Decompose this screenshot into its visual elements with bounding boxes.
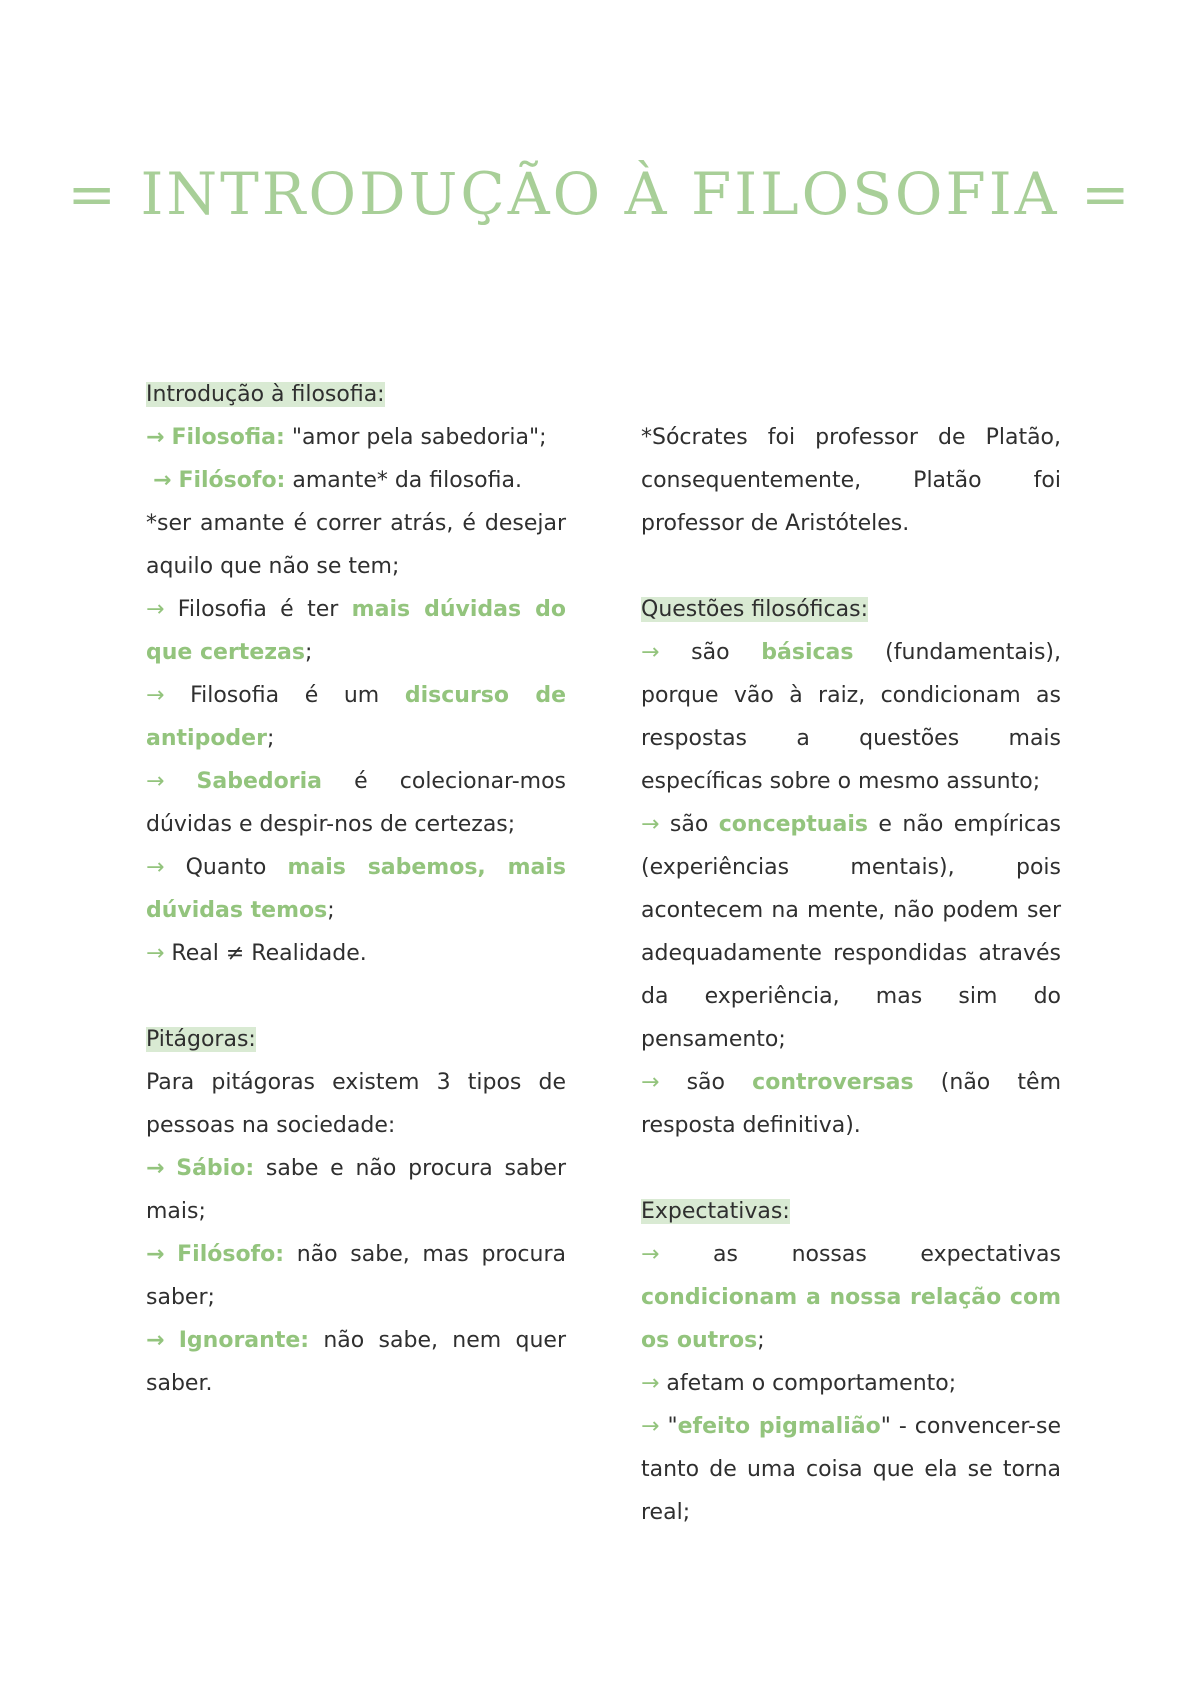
def-filosofia: "amor pela sabedoria"; <box>284 425 547 450</box>
list-item-filosofo2 <box>146 1233 566 1319</box>
highlight-controversas: controversas <box>752 1070 914 1095</box>
highlight-nossas: condicionam a nossa relação com os outros <box>641 1285 1061 1353</box>
term-filosofo2: Filósofo: <box>177 1242 285 1267</box>
highlight-sabedoria: Sabedoria <box>196 769 323 794</box>
arrow-icon: → <box>146 1242 165 1267</box>
page-title: = INTRODUÇÃO À FILOSOFIA = <box>67 160 1133 228</box>
text-fragment: as nossas expectativas <box>659 1242 1061 1267</box>
arrow-icon: → <box>641 1414 660 1439</box>
arrow-icon: → <box>146 941 165 966</box>
list-item-nossas <box>641 1233 1061 1362</box>
text-fragment: " <box>659 1414 678 1439</box>
arrow-icon: → <box>641 1070 660 1095</box>
text-fragment: não sabe, nem quer saber. <box>146 1328 566 1396</box>
arrow-icon: → <box>641 640 660 665</box>
list-item-basicas <box>641 631 1061 803</box>
text-fragment: afetam o comportamento; <box>659 1371 957 1396</box>
highlight-quanto: mais sabemos, mais dúvidas temos <box>146 855 566 923</box>
paragraph-pitagoras-intro: Para pitágoras existem 3 tipos de pessoas na sociedade: <box>146 1070 566 1138</box>
text-fragment: é colecionar-mos dúvidas e despir-nos de certezas; <box>146 769 566 837</box>
text-fragment: (fundamentais), porque vão à raiz, condicionam as respostas a questões mais específicas sobre o mesmo assunto; <box>641 640 1061 794</box>
arrow-icon: → <box>641 1371 660 1396</box>
highlight-discurso: discurso de antipoder <box>146 683 566 751</box>
text-fragment: ; <box>757 1328 765 1353</box>
arrow-icon: → <box>146 1328 165 1353</box>
arrow-icon: → <box>146 683 165 708</box>
right-column <box>641 416 1061 1534</box>
text-fragment: Quanto <box>164 855 288 880</box>
highlight-conceptuais: conceptuais <box>718 812 868 837</box>
list-item-efeito <box>641 1405 1061 1534</box>
section-heading-questoes: Questões filosóficas: <box>641 597 868 622</box>
arrow-icon: → <box>641 1242 660 1267</box>
list-item-controversas <box>641 1061 1061 1147</box>
list-item-filosofia <box>146 416 566 459</box>
arrow-icon: → <box>146 425 165 450</box>
text-fragment: são <box>659 812 719 837</box>
left-column <box>146 373 566 1405</box>
arrow-icon: → <box>146 597 165 622</box>
highlight-duvidas: mais dúvidas do que certezas <box>146 597 566 665</box>
list-item-sabedoria <box>146 760 566 846</box>
term-filosofo: Filósofo: <box>178 468 286 493</box>
text-fragment: sabe e não procura saber mais; <box>146 1156 566 1224</box>
term-ignorante: Ignorante: <box>178 1328 310 1353</box>
list-item-filosofo <box>146 459 566 502</box>
list-item-duvidas <box>146 588 566 674</box>
highlight-basicas: básicas <box>761 640 854 665</box>
highlight-efeito: efeito pigmalião <box>677 1414 881 1439</box>
note-socrates: *Sócrates foi professor de Platão, consequentemente, Platão foi professor de Aristóteles. <box>641 425 1061 536</box>
term-filosofia: Filosofia: <box>171 425 285 450</box>
text-fragment: Filosofia é um <box>164 683 405 708</box>
term-sabio: Sábio: <box>176 1156 255 1181</box>
note-amante: *ser amante é correr atrás, é desejar aquilo que não se tem; <box>146 511 566 579</box>
text-fragment: Real ≠ Realidade. <box>164 941 367 966</box>
text-fragment: ; <box>304 640 313 665</box>
text-fragment: são <box>659 640 762 665</box>
arrow-icon: → <box>153 468 172 493</box>
text-fragment: são <box>659 1070 753 1095</box>
list-item-quanto <box>146 846 566 932</box>
text-fragment: ; <box>327 898 335 923</box>
arrow-icon: → <box>641 812 660 837</box>
list-item-ignorante <box>146 1319 566 1405</box>
def-filosofo: amante* da filosofia. <box>285 468 522 493</box>
text-fragment: Filosofia é ter <box>164 597 352 622</box>
text-fragment: e não empíricas (experiências mentais), pois acontecem na mente, não podem ser adequadamente respondidas através da experiência, mas sim do pensamento; <box>641 812 1061 1052</box>
list-item-conceptuais <box>641 803 1061 1061</box>
section-heading-intro: Introdução à filosofia: <box>146 382 385 407</box>
list-item-sabio <box>146 1147 566 1233</box>
text-fragment: não sabe, mas procura saber; <box>146 1242 566 1310</box>
text-fragment: " - convencer-se tanto de uma coisa que ela se torna real; <box>641 1414 1061 1525</box>
list-item-real <box>146 932 566 975</box>
section-heading-expectativas: Expectativas: <box>641 1199 790 1224</box>
section-heading-pitagoras: Pitágoras: <box>146 1027 256 1052</box>
arrow-icon: → <box>146 1156 165 1181</box>
text-fragment: ; <box>266 726 275 751</box>
list-item-afetam <box>641 1362 1061 1405</box>
list-item-discurso <box>146 674 566 760</box>
arrow-icon: → <box>146 769 165 794</box>
text-fragment: (não têm resposta definitiva). <box>641 1070 1062 1138</box>
arrow-icon: → <box>146 855 165 880</box>
